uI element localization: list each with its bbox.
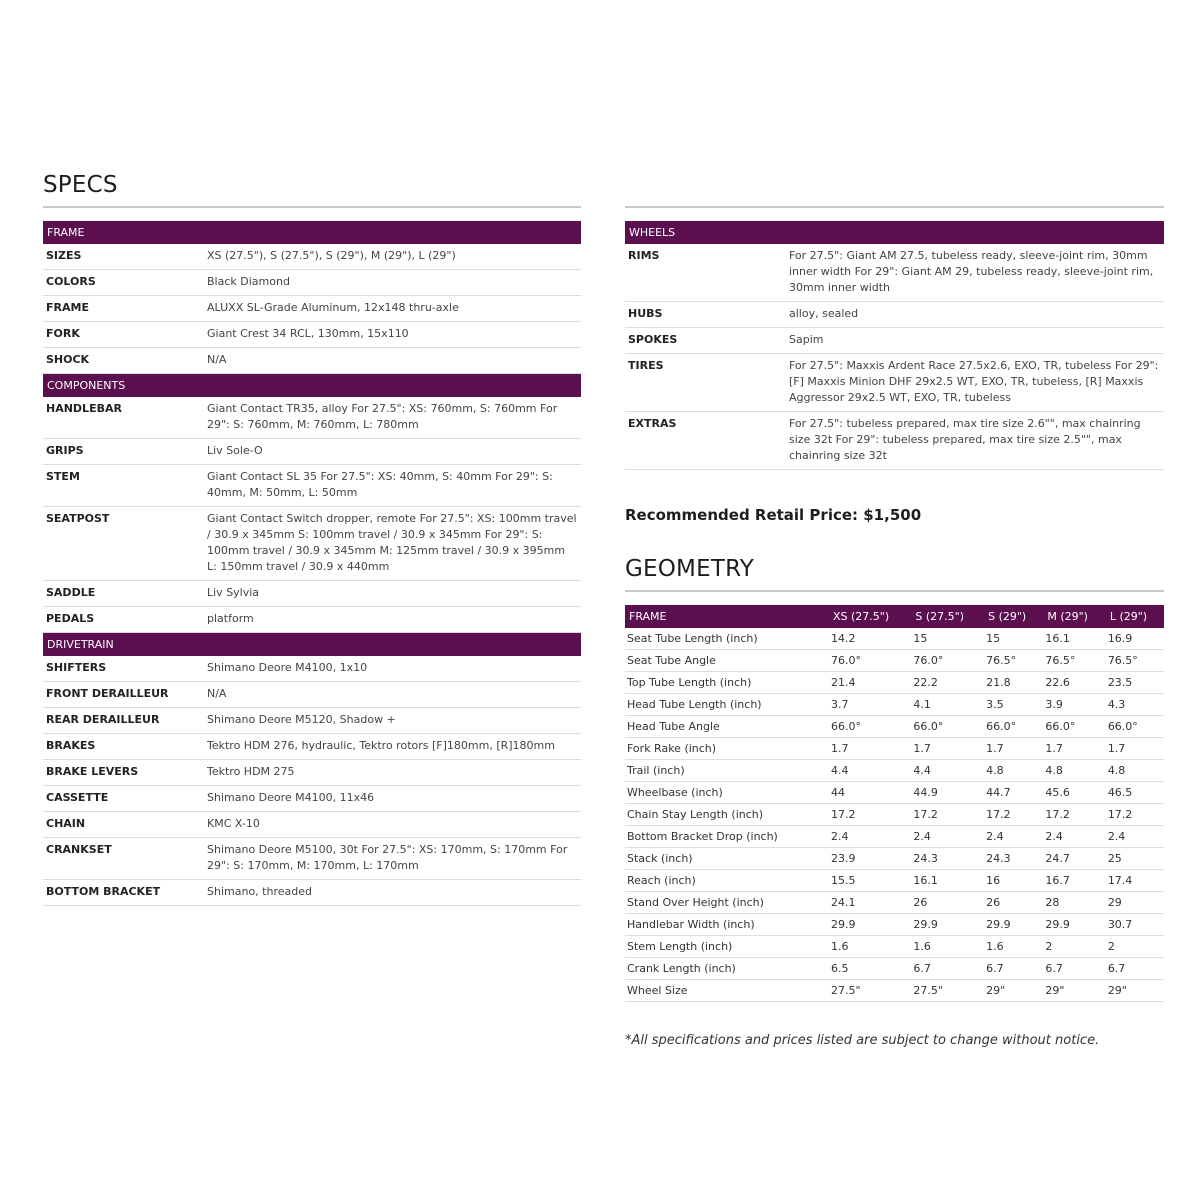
spec-value: alloy, sealed (786, 302, 1164, 328)
geometry-label: Head Tube Length (inch) (625, 694, 829, 716)
spec-key: FRAME (43, 296, 204, 322)
geometry-label: Stem Length (inch) (625, 936, 829, 958)
spec-value: Tektro HDM 276, hydraulic, Tektro rotors [F]180mm, [R]180mm (204, 734, 581, 760)
geometry-col-header: L (29") (1106, 605, 1164, 628)
geometry-value: 44.9 (911, 782, 984, 804)
spec-value: For 27.5": Maxxis Ardent Race 27.5x2.6, EXO, TR, tubeless For 29": [F] Maxxis Minion DHF 29x2.5 WT, EXO, TR, tubeless, [R] Maxxis Aggressor 29x2.5 WT, EXO, TR, tubeless (786, 354, 1164, 412)
geometry-value: 24.3 (984, 848, 1043, 870)
geometry-col-header: M (29") (1043, 605, 1105, 628)
geometry-row (625, 760, 1164, 782)
geometry-row (625, 936, 1164, 958)
spec-value: Liv Sylvia (204, 581, 581, 607)
spec-value: N/A (204, 682, 581, 708)
geometry-value: 17.2 (911, 804, 984, 826)
geometry-row (625, 980, 1164, 1002)
geometry-value: 24.7 (1043, 848, 1105, 870)
geometry-row (625, 738, 1164, 760)
spec-key: CASSETTE (43, 786, 204, 812)
spec-value: Tektro HDM 275 (204, 760, 581, 786)
spec-key: COLORS (43, 270, 204, 296)
spec-value: KMC X-10 (204, 812, 581, 838)
geometry-row (625, 804, 1164, 826)
geometry-label: Stand Over Height (inch) (625, 892, 829, 914)
spec-key: CHAIN (43, 812, 204, 838)
geometry-value: 29" (1043, 980, 1105, 1002)
spec-key: SEATPOST (43, 507, 204, 581)
geometry-value: 6.7 (984, 958, 1043, 980)
geometry-row (625, 870, 1164, 892)
spec-key: TIRES (625, 354, 786, 412)
spec-value: ALUXX SL-Grade Aluminum, 12x148 thru-axle (204, 296, 581, 322)
spec-row (43, 581, 581, 607)
geometry-value: 1.7 (1106, 738, 1164, 760)
geometry-value: 4.8 (984, 760, 1043, 782)
spec-value: Shimano, threaded (204, 880, 581, 906)
geometry-value: 29.9 (829, 914, 911, 936)
geometry-label: Chain Stay Length (inch) (625, 804, 829, 826)
spec-row (43, 708, 581, 734)
spec-key: RIMS (625, 244, 786, 302)
geometry-label: Reach (inch) (625, 870, 829, 892)
geometry-value: 29" (984, 980, 1043, 1002)
spec-key: FORK (43, 322, 204, 348)
spec-key: HANDLEBAR (43, 397, 204, 439)
spec-row (43, 465, 581, 507)
spec-table (625, 244, 1164, 470)
geometry-value: 16.1 (1043, 628, 1105, 650)
geometry-value: 76.5° (1043, 650, 1105, 672)
retail-price: Recommended Retail Price: $1,500 (625, 506, 922, 524)
geometry-row (625, 716, 1164, 738)
geometry-value: 3.7 (829, 694, 911, 716)
geometry-value: 15.5 (829, 870, 911, 892)
geometry-value: 21.8 (984, 672, 1043, 694)
geometry-value: 46.5 (1106, 782, 1164, 804)
spec-value: Shimano Deore M4100, 11x46 (204, 786, 581, 812)
geometry-label: Seat Tube Angle (625, 650, 829, 672)
geometry-value: 17.2 (829, 804, 911, 826)
geometry-col-header: FRAME (625, 605, 829, 628)
geometry-value: 66.0° (911, 716, 984, 738)
spec-key: SPOKES (625, 328, 786, 354)
spec-value: Giant Contact TR35, alloy For 27.5": XS: 760mm, S: 760mm For 29": S: 760mm, M: 760mm, L: 780mm (204, 397, 581, 439)
geometry-value: 76.0° (911, 650, 984, 672)
spec-row (43, 507, 581, 581)
spec-value: Liv Sole-O (204, 439, 581, 465)
spec-row (43, 439, 581, 465)
geometry-value: 24.3 (911, 848, 984, 870)
spec-row (43, 244, 581, 270)
geometry-col-header: S (27.5") (911, 605, 984, 628)
geometry-value: 1.7 (1043, 738, 1105, 760)
spec-key: CRANKSET (43, 838, 204, 880)
geometry-value: 1.6 (984, 936, 1043, 958)
spec-row (43, 656, 581, 682)
geometry-row (625, 782, 1164, 804)
geometry-value: 14.2 (829, 628, 911, 650)
geometry-label: Wheelbase (inch) (625, 782, 829, 804)
disclaimer-note: *All specifications and prices listed are subject to change without notice. (625, 1033, 1100, 1048)
geometry-value: 17.2 (984, 804, 1043, 826)
geometry-label: Head Tube Angle (625, 716, 829, 738)
geometry-value: 23.5 (1106, 672, 1164, 694)
spec-key: GRIPS (43, 439, 204, 465)
geometry-value: 76.0° (829, 650, 911, 672)
geometry-value: 4.4 (829, 760, 911, 782)
geometry-value: 3.5 (984, 694, 1043, 716)
geometry-value: 66.0° (1043, 716, 1105, 738)
geometry-value: 6.7 (911, 958, 984, 980)
spec-row (43, 348, 581, 374)
geometry-value: 27.5" (911, 980, 984, 1002)
section-header: FRAME (43, 221, 581, 244)
geometry-row (625, 628, 1164, 650)
geometry-value: 76.5° (984, 650, 1043, 672)
geometry-value: 4.3 (1106, 694, 1164, 716)
spec-row (43, 812, 581, 838)
geometry-row (625, 694, 1164, 716)
section-header: COMPONENTS (43, 374, 581, 397)
geometry-col-header: S (29") (984, 605, 1043, 628)
geometry-row (625, 650, 1164, 672)
spec-row (43, 682, 581, 708)
spec-key: REAR DERAILLEUR (43, 708, 204, 734)
section-header: WHEELS (625, 221, 1164, 244)
spec-value: For 27.5": tubeless prepared, max tire size 2.6"", max chainring size 32t For 29": tubeless prepared, max tire size 2.5"", max chainring size 32t (786, 412, 1164, 470)
geometry-value: 17.2 (1043, 804, 1105, 826)
spec-row (43, 760, 581, 786)
geometry-value: 26 (984, 892, 1043, 914)
geometry-value: 21.4 (829, 672, 911, 694)
geometry-label: Top Tube Length (inch) (625, 672, 829, 694)
geometry-value: 2.4 (984, 826, 1043, 848)
geometry-label: Bottom Bracket Drop (inch) (625, 826, 829, 848)
geometry-value: 44.7 (984, 782, 1043, 804)
geometry-value: 4.1 (911, 694, 984, 716)
spec-key: SADDLE (43, 581, 204, 607)
geometry-header-row (625, 605, 1164, 628)
right-column (625, 206, 1164, 1048)
geometry-col-header: XS (27.5") (829, 605, 911, 628)
spec-row (43, 322, 581, 348)
geometry-value: 2 (1043, 936, 1105, 958)
spec-row (43, 734, 581, 760)
geometry-value: 22.2 (911, 672, 984, 694)
geometry-row (625, 826, 1164, 848)
geometry-label: Handlebar Width (inch) (625, 914, 829, 936)
spec-row (625, 354, 1164, 412)
geometry-row (625, 892, 1164, 914)
geometry-row (625, 914, 1164, 936)
spec-key: SHOCK (43, 348, 204, 374)
spec-key: FRONT DERAILLEUR (43, 682, 204, 708)
spec-value: Sapim (786, 328, 1164, 354)
spec-key: SIZES (43, 244, 204, 270)
right-top-rule (625, 206, 1164, 208)
geometry-label: Fork Rake (inch) (625, 738, 829, 760)
geometry-value: 16.7 (1043, 870, 1105, 892)
geometry-value: 16.9 (1106, 628, 1164, 650)
geometry-value: 28 (1043, 892, 1105, 914)
geometry-value: 29" (1106, 980, 1164, 1002)
geometry-value: 6.7 (1043, 958, 1105, 980)
spec-key: SHIFTERS (43, 656, 204, 682)
geometry-value: 1.6 (911, 936, 984, 958)
geometry-value: 45.6 (1043, 782, 1105, 804)
geometry-value: 25 (1106, 848, 1164, 870)
spec-table (43, 244, 581, 374)
spec-value: Shimano Deore M5100, 30t For 27.5": XS: 170mm, S: 170mm For 29": S: 170mm, M: 170mm, L: 170mm (204, 838, 581, 880)
geometry-value: 66.0° (1106, 716, 1164, 738)
spec-row (625, 302, 1164, 328)
geometry-value: 3.9 (1043, 694, 1105, 716)
geometry-value: 24.1 (829, 892, 911, 914)
geometry-row (625, 958, 1164, 980)
geometry-value: 1.7 (911, 738, 984, 760)
geometry-value: 4.4 (911, 760, 984, 782)
spec-table (43, 656, 581, 906)
spec-table (43, 397, 581, 633)
spec-value: platform (204, 607, 581, 633)
geometry-value: 15 (984, 628, 1043, 650)
wheels-section (625, 221, 1164, 470)
geometry-value: 2.4 (911, 826, 984, 848)
geometry-title: GEOMETRY (625, 554, 1164, 592)
spec-row (625, 328, 1164, 354)
geometry-value: 76.5° (1106, 650, 1164, 672)
spec-value: N/A (204, 348, 581, 374)
spec-row (43, 397, 581, 439)
geometry-value: 29.9 (984, 914, 1043, 936)
geometry-value: 17.2 (1106, 804, 1164, 826)
spec-key: STEM (43, 465, 204, 507)
geometry-value: 2.4 (1043, 826, 1105, 848)
geometry-value: 29 (1106, 892, 1164, 914)
geometry-label: Stack (inch) (625, 848, 829, 870)
spec-value: Giant Contact Switch dropper, remote For 27.5": XS: 100mm travel / 30.9 x 345mm S: 100mm travel / 30.9 x 345mm For 29": S: 100mm travel / 30.9 x 345mm M: 125mm travel / 30.9 x 395mm L: 150mm travel / 30.9 x 440mm (204, 507, 581, 581)
spec-value: Shimano Deore M4100, 1x10 (204, 656, 581, 682)
geometry-value: 2.4 (829, 826, 911, 848)
spec-key: BRAKE LEVERS (43, 760, 204, 786)
spec-value: Giant Contact SL 35 For 27.5": XS: 40mm, S: 40mm For 29": S: 40mm, M: 50mm, L: 50mm (204, 465, 581, 507)
geometry-value: 6.7 (1106, 958, 1164, 980)
spec-row (43, 270, 581, 296)
geometry-value: 16.1 (911, 870, 984, 892)
spec-row (43, 838, 581, 880)
geometry-value: 15 (911, 628, 984, 650)
geometry-value: 27.5" (829, 980, 911, 1002)
spec-row (43, 607, 581, 633)
geometry-value: 66.0° (829, 716, 911, 738)
geometry-value: 1.6 (829, 936, 911, 958)
geometry-value: 16 (984, 870, 1043, 892)
spec-key: HUBS (625, 302, 786, 328)
geometry-value: 44 (829, 782, 911, 804)
geometry-value: 2 (1106, 936, 1164, 958)
geometry-value: 30.7 (1106, 914, 1164, 936)
geometry-value: 26 (911, 892, 984, 914)
spec-key: EXTRAS (625, 412, 786, 470)
specs-title: SPECS (43, 170, 581, 208)
geometry-row (625, 848, 1164, 870)
spec-key: BRAKES (43, 734, 204, 760)
geometry-value: 22.6 (1043, 672, 1105, 694)
spec-value: Black Diamond (204, 270, 581, 296)
specs-column (43, 170, 581, 906)
geometry-value: 4.8 (1106, 760, 1164, 782)
geometry-table (625, 605, 1164, 1002)
section-header: DRIVETRAIN (43, 633, 581, 656)
spec-key: BOTTOM BRACKET (43, 880, 204, 906)
geometry-value: 1.7 (829, 738, 911, 760)
geometry-value: 29.9 (1043, 914, 1105, 936)
geometry-value: 23.9 (829, 848, 911, 870)
geometry-label: Seat Tube Length (inch) (625, 628, 829, 650)
geometry-value: 17.4 (1106, 870, 1164, 892)
geometry-value: 66.0° (984, 716, 1043, 738)
geometry-value: 6.5 (829, 958, 911, 980)
geometry-label: Trail (inch) (625, 760, 829, 782)
geometry-label: Wheel Size (625, 980, 829, 1002)
spec-value: For 27.5": Giant AM 27.5, tubeless ready, sleeve-joint rim, 30mm inner width For 29": Giant AM 29, tubeless ready, sleeve-joint rim, 30mm inner width (786, 244, 1164, 302)
spec-key: PEDALS (43, 607, 204, 633)
spec-row (43, 786, 581, 812)
spec-row (625, 412, 1164, 470)
geometry-value: 2.4 (1106, 826, 1164, 848)
spec-row (625, 244, 1164, 302)
spec-sections (43, 221, 581, 906)
geometry-value: 4.8 (1043, 760, 1105, 782)
spec-value: Shimano Deore M5120, Shadow + (204, 708, 581, 734)
geometry-value: 29.9 (911, 914, 984, 936)
geometry-label: Crank Length (inch) (625, 958, 829, 980)
geometry-value: 1.7 (984, 738, 1043, 760)
geometry-row (625, 672, 1164, 694)
spec-value: XS (27.5"), S (27.5"), S (29"), M (29"), L (29") (204, 244, 581, 270)
spec-row (43, 880, 581, 906)
spec-value: Giant Crest 34 RCL, 130mm, 15x110 (204, 322, 581, 348)
spec-row (43, 296, 581, 322)
